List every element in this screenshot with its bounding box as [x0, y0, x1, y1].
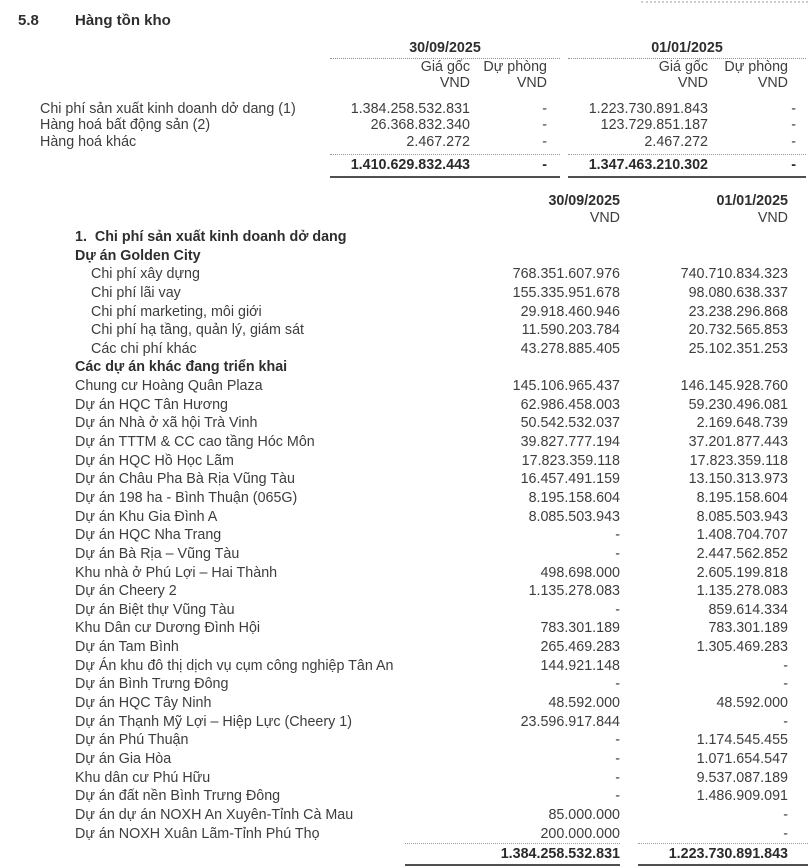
- table-row: [0, 358, 810, 377]
- value-30-09-2025: 23.596.917.844: [520, 713, 620, 730]
- date-column-header: 01/01/2025: [568, 38, 806, 59]
- row-label: Chi phí marketing, môi giới: [91, 303, 262, 320]
- row-label: Dự án HQC Nha Trang: [75, 527, 222, 544]
- row-label: Hàng hoá khác: [40, 133, 137, 150]
- table-row: [0, 731, 810, 750]
- value-01-01-2025: 1.486.909.091: [696, 788, 788, 805]
- row-label: Chi phí xây dựng: [91, 266, 200, 283]
- table-row: [0, 750, 810, 769]
- table-row: [0, 247, 810, 266]
- value-30-09-2025: 498.698.000: [540, 564, 620, 581]
- value-01-01-2025: 8.195.158.604: [696, 489, 788, 506]
- value-01-01-2025: [620, 358, 788, 377]
- row-label: Chi phí lãi vay: [91, 284, 181, 301]
- table-row: [0, 619, 810, 638]
- table-row: [0, 228, 810, 247]
- row-label: Hàng hoá bất động sản (2): [40, 117, 211, 134]
- value-01-01-2025: 59.230.496.081: [688, 396, 788, 413]
- value-01-01-2025: -: [783, 676, 788, 693]
- value-30-09-2025: -: [615, 601, 620, 618]
- provision-header: Dự phòng: [483, 59, 547, 75]
- date-column-header: 30/09/2025: [330, 38, 560, 59]
- row-label: Dự án HQC Tây Ninh: [75, 695, 212, 712]
- row-label: Dự án Châu Pha Bà Rịa Vũng Tàu: [75, 471, 295, 488]
- row-label: Dự án Bình Trưng Đông: [75, 676, 229, 693]
- value-30-09-2025: 155.335.951.678: [512, 284, 620, 301]
- value-01-01-2025: 1.071.654.547: [696, 750, 788, 767]
- table-row: [0, 657, 810, 676]
- value-01-01-2025: -: [783, 825, 788, 842]
- value-30-09-2025: 144.921.148: [540, 657, 620, 674]
- value-cost: 1.223.730.891.843: [588, 100, 708, 117]
- table-row: [0, 713, 810, 732]
- value-01-01-2025: 17.823.359.118: [689, 452, 788, 469]
- row-label: Dự án dự án NOXH An Xuyên-Tỉnh Cà Mau: [75, 806, 354, 823]
- table-row: [0, 825, 810, 844]
- value-30-09-2025: 768.351.607.976: [512, 266, 620, 283]
- table-row: [0, 526, 810, 545]
- value-01-01-2025: 740.710.834.323: [680, 266, 788, 283]
- total-30-09-2025: 1.384.258.532.831: [500, 846, 620, 863]
- value-01-01-2025: 1.174.545.455: [696, 732, 788, 749]
- value-01-01-2025: -: [783, 713, 788, 730]
- value-30-09-2025: 8.195.158.604: [528, 489, 620, 506]
- unit-label: VND: [439, 75, 470, 92]
- table-row: [0, 675, 810, 694]
- table-row: [0, 489, 810, 508]
- wip-detail-table: [0, 193, 810, 866]
- table-row: [0, 452, 810, 471]
- value-01-01-2025: 8.085.503.943: [696, 508, 788, 525]
- value-30-09-2025: 43.278.885.405: [520, 340, 620, 357]
- cost-basis-header: Giá gốc: [420, 59, 470, 75]
- value-01-01-2025: 859.614.334: [708, 601, 788, 618]
- table-row: [0, 414, 810, 433]
- table-row: [0, 303, 810, 322]
- table-body: [0, 228, 810, 843]
- row-label: Dự án HQC Hồ Học Lãm: [75, 452, 234, 469]
- value-30-09-2025: 8.085.503.943: [528, 508, 620, 525]
- value-30-09-2025: -: [615, 527, 620, 544]
- table-row: [0, 265, 810, 284]
- value-provision: -: [542, 133, 547, 150]
- value-30-09-2025: 16.457.491.159: [520, 471, 620, 488]
- value-01-01-2025: 146.145.928.760: [680, 378, 788, 395]
- value-01-01-2025: -: [783, 806, 788, 823]
- value-30-09-2025: 265.469.283: [540, 639, 620, 656]
- total-01-01-2025: 1.223.730.891.843: [668, 846, 788, 863]
- row-label: Dự án Bà Rịa – Vũng Tàu: [75, 545, 240, 562]
- section-number: 5.8: [18, 12, 39, 29]
- unit-label: VND: [757, 210, 788, 226]
- value-provision: -: [791, 100, 796, 117]
- value-01-01-2025: 2.605.199.818: [696, 564, 788, 581]
- table-row: [0, 340, 810, 359]
- row-label: Dự án HQC Tân Hương: [75, 396, 229, 413]
- value-30-09-2025: [445, 228, 620, 247]
- section-title: Hàng tồn kho: [75, 12, 171, 29]
- value-30-09-2025: 1.135.278.083: [528, 583, 620, 600]
- table-row: [0, 582, 810, 601]
- value-01-01-2025: 783.301.189: [708, 620, 788, 637]
- total-row: [0, 844, 810, 864]
- row-label: Dự án Biệt thự Vũng Tàu: [75, 601, 235, 618]
- table-row: [0, 117, 806, 133]
- table-row: [0, 284, 810, 303]
- total-cost: 1.410.629.832.443: [350, 157, 470, 174]
- value-01-01-2025: 48.592.000: [716, 695, 788, 712]
- value-30-09-2025: 39.827.777.194: [520, 434, 620, 451]
- row-label: 1. Chi phí sản xuất kinh doanh dở dang: [75, 229, 347, 245]
- row-label: Dự án Nhà ở xã hội Trà Vinh: [75, 415, 258, 432]
- value-30-09-2025: -: [615, 750, 620, 767]
- cost-basis-header: Giá gốc: [658, 59, 708, 75]
- table-row: [0, 601, 810, 620]
- row-label: Dự án Gia Hòa: [75, 750, 172, 767]
- value-30-09-2025: 50.542.532.037: [520, 415, 620, 432]
- value-30-09-2025: 783.301.189: [540, 620, 620, 637]
- row-label: Dự án Thạnh Mỹ Lợi – Hiệp Lực (Cheery 1): [75, 713, 352, 730]
- row-label: Chi phí sản xuất kinh doanh dở dang (1): [40, 100, 296, 117]
- total-cost: 1.347.463.210.302: [588, 157, 708, 174]
- row-label: Dự án Phú Thuận: [75, 732, 189, 749]
- value-01-01-2025: 2.169.648.739: [696, 415, 788, 432]
- total-provision: -: [791, 157, 796, 174]
- table-row: [0, 638, 810, 657]
- table-unit-row: [0, 210, 810, 226]
- value-01-01-2025: 13.150.313.973: [688, 471, 788, 488]
- value-01-01-2025: 1.135.278.083: [696, 583, 788, 600]
- table-row: [0, 433, 810, 452]
- value-30-09-2025: -: [615, 732, 620, 749]
- inventory-summary-table: [0, 38, 806, 178]
- row-label: Dự án NOXH Xuân Lãm-Tỉnh Phú Thọ: [75, 825, 320, 842]
- date-column-header: 01/01/2025: [716, 193, 788, 209]
- row-label: Dự án Golden City: [75, 247, 201, 264]
- unit-label: VND: [677, 75, 708, 92]
- value-01-01-2025: [620, 228, 788, 247]
- value-30-09-2025: 200.000.000: [540, 825, 620, 842]
- table-row: [0, 806, 810, 825]
- value-01-01-2025: 2.447.562.852: [696, 545, 788, 562]
- table-row: [0, 564, 810, 583]
- value-01-01-2025: -: [783, 657, 788, 674]
- date-column-header: 30/09/2025: [548, 193, 620, 209]
- unit-label: VND: [516, 75, 547, 92]
- row-label: Khu dân cư Phú Hữu: [75, 769, 211, 786]
- table-row: [0, 694, 810, 713]
- row-label: Dự án TTTM & CC cao tầng Hóc Môn: [75, 434, 315, 451]
- value-30-09-2025: 29.918.460.946: [520, 303, 620, 320]
- table-row: [0, 787, 810, 806]
- value-30-09-2025: 85.000.000: [548, 806, 620, 823]
- value-provision: -: [791, 117, 796, 134]
- value-01-01-2025: 9.537.087.189: [696, 769, 788, 786]
- total-provision: -: [542, 157, 547, 174]
- value-30-09-2025: -: [615, 545, 620, 562]
- table-row: [0, 101, 806, 117]
- unit-label: VND: [589, 210, 620, 226]
- table-row: [0, 470, 810, 489]
- table-row: [0, 545, 810, 564]
- value-01-01-2025: 37.201.877.443: [688, 434, 788, 451]
- value-30-09-2025: [445, 247, 620, 266]
- value-01-01-2025: 20.732.565.853: [688, 322, 788, 339]
- row-label: Chung cư Hoàng Quân Plaza: [75, 378, 263, 395]
- row-label: Các dự án khác đang triển khai: [75, 359, 288, 376]
- row-label: Dự án Cheery 2: [75, 583, 177, 600]
- value-provision: -: [542, 117, 547, 134]
- table-unit-row: [0, 75, 806, 91]
- value-01-01-2025: 1.408.704.707: [696, 527, 788, 544]
- value-01-01-2025: 1.305.469.283: [696, 639, 788, 656]
- table-row: [0, 377, 810, 396]
- value-30-09-2025: 62.986.458.003: [520, 396, 620, 413]
- value-01-01-2025: [620, 247, 788, 266]
- value-30-09-2025: [445, 358, 620, 377]
- value-01-01-2025: 98.080.638.337: [688, 284, 788, 301]
- value-01-01-2025: 25.102.351.253: [688, 340, 788, 357]
- row-label: Các chi phí khác: [91, 340, 197, 357]
- unit-label: VND: [757, 75, 788, 92]
- value-30-09-2025: -: [615, 788, 620, 805]
- table-row: [0, 508, 810, 527]
- row-label: Dự án Tam Bình: [75, 639, 179, 656]
- value-30-09-2025: 145.106.965.437: [512, 378, 620, 395]
- value-01-01-2025: 23.238.296.868: [688, 303, 788, 320]
- table-row: [0, 134, 806, 150]
- table-row: [0, 321, 810, 340]
- value-provision: -: [542, 100, 547, 117]
- row-label: Khu Dân cư Dương Đình Hội: [75, 620, 261, 637]
- row-label: Chi phí hạ tầng, quản lý, giám sát: [91, 322, 304, 339]
- value-cost: 1.384.258.532.831: [350, 100, 470, 117]
- row-label: Dự Án khu đô thị dịch vụ cụm công nghiệp Tân An: [75, 657, 394, 674]
- scan-artifact-line: [641, 1, 808, 3]
- row-label: Dự án Khu Gia Đình A: [75, 508, 218, 525]
- table-header-row: [0, 38, 806, 59]
- value-30-09-2025: 17.823.359.118: [521, 452, 620, 469]
- value-30-09-2025: -: [615, 769, 620, 786]
- value-30-09-2025: 11.590.203.784: [521, 322, 620, 339]
- table-header-row: [0, 193, 810, 210]
- value-cost: 123.729.851.187: [600, 117, 708, 134]
- value-cost: 2.467.272: [644, 133, 708, 150]
- value-cost: 2.467.272: [406, 133, 470, 150]
- table-row: [0, 396, 810, 415]
- value-provision: -: [791, 133, 796, 150]
- row-label: Dự án đất nền Bình Trưng Đông: [75, 788, 281, 805]
- table-subheader-row: [0, 59, 806, 75]
- value-30-09-2025: 48.592.000: [548, 695, 620, 712]
- total-row: [0, 154, 806, 178]
- row-label: Khu nhà ở Phú Lợi – Hai Thành: [75, 564, 278, 581]
- section-heading: [18, 12, 171, 29]
- value-30-09-2025: -: [615, 676, 620, 693]
- table-row: [0, 769, 810, 788]
- provision-header: Dự phòng: [724, 59, 788, 75]
- value-cost: 26.368.832.340: [370, 117, 470, 134]
- row-label: Dự án 198 ha - Bình Thuận (065G): [75, 489, 298, 506]
